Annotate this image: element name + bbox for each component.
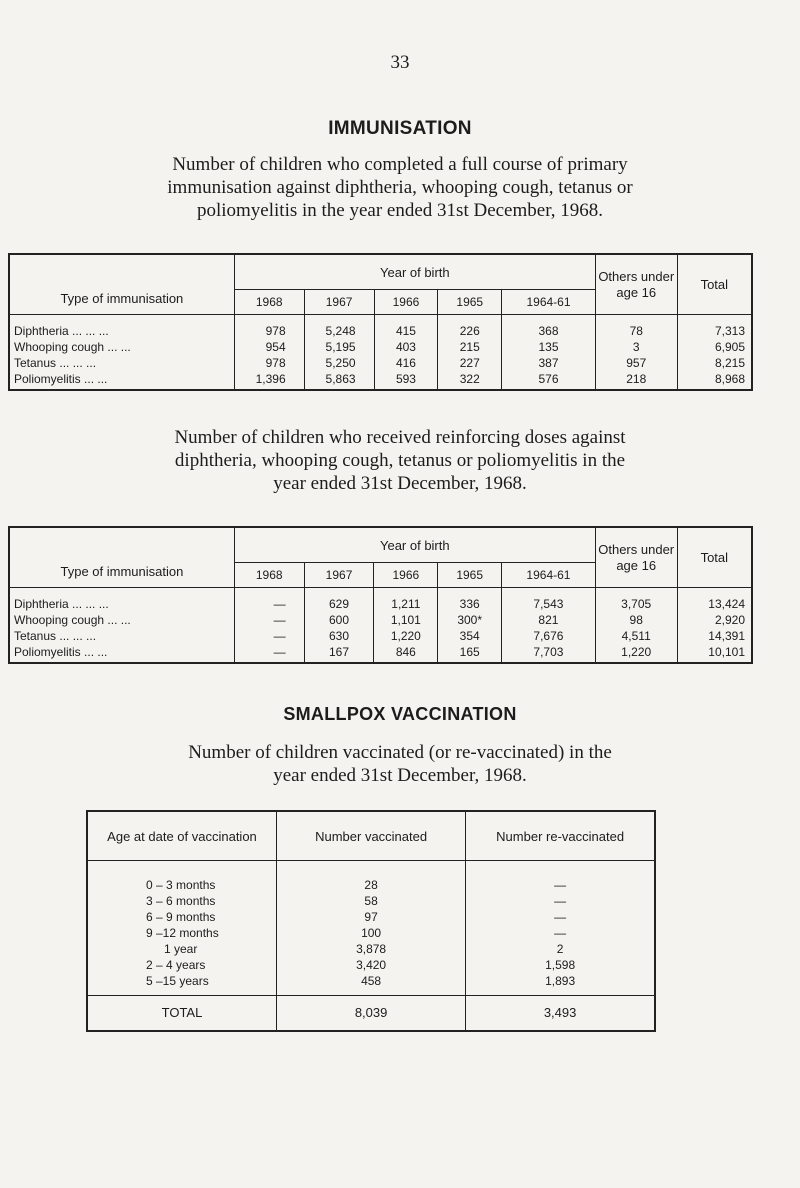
table-cell: 576 bbox=[502, 371, 596, 390]
table-cell: 957 bbox=[595, 355, 677, 371]
description-line: diphtheria, whooping cough, tetanus or poliomyelitis in the bbox=[174, 450, 626, 471]
table-cell: 100 bbox=[276, 925, 465, 941]
table-cell: 4,511 bbox=[595, 628, 677, 644]
table-cell: 415 bbox=[374, 315, 438, 340]
table-cell: 6,905 bbox=[677, 339, 752, 355]
table-cell: 2 bbox=[466, 941, 655, 957]
table-cell: — bbox=[466, 861, 655, 894]
table-cell: — bbox=[466, 909, 655, 925]
age-cell: 6 – 9 months bbox=[87, 909, 276, 925]
table-cell: 3 bbox=[595, 339, 677, 355]
table-cell: 227 bbox=[438, 355, 502, 371]
total-label: TOTAL bbox=[87, 996, 276, 1032]
table-cell: 1,101 bbox=[374, 612, 438, 628]
smallpox-description bbox=[0, 741, 800, 787]
total-revaccinated: 3,493 bbox=[466, 996, 655, 1032]
table-cell: 629 bbox=[304, 588, 374, 613]
table-row bbox=[9, 355, 752, 371]
table-cell: 8,968 bbox=[677, 371, 752, 390]
description-line: Number of children who received reinforcing doses against bbox=[174, 427, 626, 448]
year-header: 1968 bbox=[234, 290, 304, 315]
table-row bbox=[87, 861, 655, 894]
table-row bbox=[87, 973, 655, 996]
reinforcing-description bbox=[0, 426, 800, 495]
row-label: Tetanus ... ... ... bbox=[9, 628, 234, 644]
table-cell: 593 bbox=[374, 371, 438, 390]
table-cell: 7,543 bbox=[502, 588, 596, 613]
table-cell: 1,396 bbox=[234, 371, 304, 390]
total-row bbox=[87, 996, 655, 1032]
table-row bbox=[87, 957, 655, 973]
description-line: Number of children vaccinated (or re-vaccinated) in the bbox=[188, 742, 612, 763]
year-header: 1966 bbox=[374, 290, 438, 315]
immunisation-heading: IMMUNISATION bbox=[328, 118, 472, 139]
revaccinated-header: Number re-vaccinated bbox=[466, 811, 655, 861]
row-label: Whooping cough ... ... bbox=[9, 612, 234, 628]
age-cell: 3 – 6 months bbox=[87, 893, 276, 909]
table-cell: 3,878 bbox=[276, 941, 465, 957]
age-cell: 0 – 3 months bbox=[87, 861, 276, 894]
table-cell: 458 bbox=[276, 973, 465, 996]
table-cell: 58 bbox=[276, 893, 465, 909]
primary-description bbox=[0, 153, 800, 222]
table-row bbox=[87, 925, 655, 941]
table-cell: 215 bbox=[438, 339, 502, 355]
table-cell: 5,863 bbox=[304, 371, 374, 390]
total-vaccinated: 8,039 bbox=[276, 996, 465, 1032]
age-cell: 2 – 4 years bbox=[87, 957, 276, 973]
table-cell: 1,598 bbox=[466, 957, 655, 973]
table-cell: 978 bbox=[234, 355, 304, 371]
table-cell: 5,195 bbox=[304, 339, 374, 355]
description-line: year ended 31st December, 1968. bbox=[273, 765, 527, 786]
table-cell: — bbox=[234, 644, 304, 663]
table-cell: 1,220 bbox=[374, 628, 438, 644]
table-cell: 387 bbox=[502, 355, 596, 371]
table-row bbox=[87, 941, 655, 957]
table-cell: 7,676 bbox=[502, 628, 596, 644]
year-of-birth-header: Year of birth bbox=[234, 527, 595, 563]
type-header: Type of immunisation bbox=[9, 254, 234, 315]
table-cell: 322 bbox=[438, 371, 502, 390]
table-cell: 336 bbox=[438, 588, 502, 613]
table-cell: 226 bbox=[438, 315, 502, 340]
table-cell: 78 bbox=[595, 315, 677, 340]
year-header: 1967 bbox=[304, 290, 374, 315]
table-cell: — bbox=[466, 925, 655, 941]
table-cell: 7,703 bbox=[502, 644, 596, 663]
table-row bbox=[9, 339, 752, 355]
reinforcing-doses-table bbox=[8, 526, 753, 664]
table-row bbox=[87, 909, 655, 925]
smallpox-table bbox=[86, 810, 656, 1032]
table-cell: 28 bbox=[276, 861, 465, 894]
total-header: Total bbox=[677, 527, 752, 588]
table-row bbox=[9, 588, 752, 613]
table-cell: 1,220 bbox=[595, 644, 677, 663]
table-cell: 7,313 bbox=[677, 315, 752, 340]
table-row bbox=[9, 315, 752, 340]
table-cell: 846 bbox=[374, 644, 438, 663]
table-cell: 1,211 bbox=[374, 588, 438, 613]
age-cell: 1 year bbox=[87, 941, 276, 957]
table-cell: 3,420 bbox=[276, 957, 465, 973]
table-cell: — bbox=[234, 588, 304, 613]
table-cell: 978 bbox=[234, 315, 304, 340]
primary-immunisation-table bbox=[8, 253, 753, 391]
description-line: year ended 31st December, 1968. bbox=[273, 473, 527, 494]
age-cell: 5 –15 years bbox=[87, 973, 276, 996]
table-cell: 5,248 bbox=[304, 315, 374, 340]
type-header: Type of immunisation bbox=[9, 527, 234, 588]
table-cell: 416 bbox=[374, 355, 438, 371]
table-cell: 821 bbox=[502, 612, 596, 628]
table-row bbox=[9, 644, 752, 663]
year-header: 1964-61 bbox=[502, 563, 596, 588]
table-row bbox=[9, 612, 752, 628]
vaccinated-header: Number vaccinated bbox=[276, 811, 465, 861]
table-cell: — bbox=[466, 893, 655, 909]
row-label: Diphtheria ... ... ... bbox=[9, 315, 234, 340]
table-cell: 135 bbox=[502, 339, 596, 355]
age-cell: 9 –12 months bbox=[87, 925, 276, 941]
table-cell: 630 bbox=[304, 628, 374, 644]
table-cell: 368 bbox=[502, 315, 596, 340]
table-row bbox=[9, 628, 752, 644]
table-cell: 10,101 bbox=[677, 644, 752, 663]
page-number: 33 bbox=[390, 52, 410, 73]
table-cell: 354 bbox=[438, 628, 502, 644]
table-cell: 954 bbox=[234, 339, 304, 355]
table-cell: 403 bbox=[374, 339, 438, 355]
year-header: 1965 bbox=[438, 563, 502, 588]
table-cell: 2,920 bbox=[677, 612, 752, 628]
table-cell: 300* bbox=[438, 612, 502, 628]
year-of-birth-header: Year of birth bbox=[234, 254, 595, 290]
description-line: Number of children who completed a full course of primary bbox=[172, 154, 628, 175]
table-cell: 218 bbox=[595, 371, 677, 390]
row-label: Poliomyelitis ... ... bbox=[9, 371, 234, 390]
smallpox-heading: SMALLPOX VACCINATION bbox=[283, 704, 517, 724]
table-cell: 165 bbox=[438, 644, 502, 663]
total-header: Total bbox=[677, 254, 752, 315]
table-cell: 97 bbox=[276, 909, 465, 925]
table-cell: 8,215 bbox=[677, 355, 752, 371]
others-header: Others under age 16 bbox=[595, 527, 677, 588]
table-cell: 1,893 bbox=[466, 973, 655, 996]
year-header: 1966 bbox=[374, 563, 438, 588]
row-label: Poliomyelitis ... ... bbox=[9, 644, 234, 663]
table-cell: — bbox=[234, 628, 304, 644]
table-cell: 5,250 bbox=[304, 355, 374, 371]
description-line: poliomyelitis in the year ended 31st December, 1968. bbox=[196, 200, 604, 221]
description-line: immunisation against diphtheria, whooping cough, tetanus or bbox=[167, 177, 633, 198]
age-header: Age at date of vaccination bbox=[87, 811, 276, 861]
table-cell: 13,424 bbox=[677, 588, 752, 613]
row-label: Tetanus ... ... ... bbox=[9, 355, 234, 371]
table-row bbox=[87, 893, 655, 909]
year-header: 1967 bbox=[304, 563, 374, 588]
year-header: 1964-61 bbox=[502, 290, 596, 315]
table-cell: — bbox=[234, 612, 304, 628]
year-header: 1965 bbox=[438, 290, 502, 315]
year-header: 1968 bbox=[234, 563, 304, 588]
table-cell: 167 bbox=[304, 644, 374, 663]
row-label: Whooping cough ... ... bbox=[9, 339, 234, 355]
table-cell: 98 bbox=[595, 612, 677, 628]
table-cell: 3,705 bbox=[595, 588, 677, 613]
table-cell: 14,391 bbox=[677, 628, 752, 644]
others-header: Others under age 16 bbox=[595, 254, 677, 315]
table-cell: 600 bbox=[304, 612, 374, 628]
row-label: Diphtheria ... ... ... bbox=[9, 588, 234, 613]
table-row bbox=[9, 371, 752, 390]
